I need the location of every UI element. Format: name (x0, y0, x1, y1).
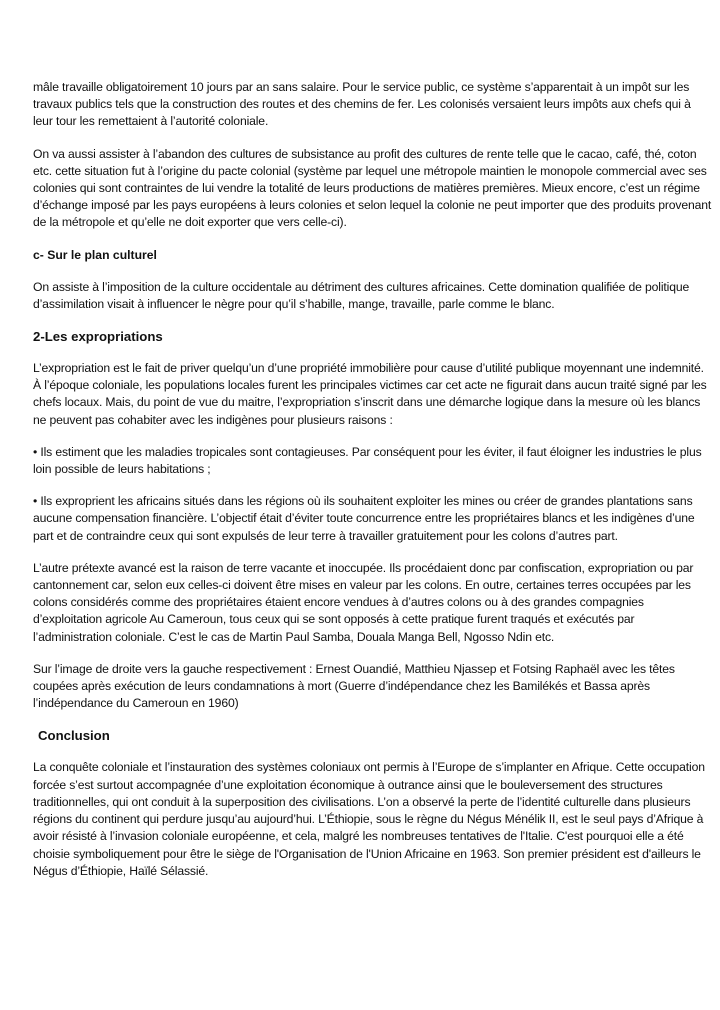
subheading-plan-culturel: c- Sur le plan culturel (33, 247, 157, 262)
heading-expropriations: 2-Les expropriations (33, 329, 163, 345)
paragraph-pacte-colonial: On va aussi assister à l’abandon des cultures de subsistance au profit des cultures de rente telle que le cacao, café, thé, coton etc. cette situation fut à l’origine du pacte colonial (système par lequel une métropole maintien le monopole commercial avec ses colonies qui sont contraintes de lui vendre la totalité de leurs productions de matières premières. Mieux encore, c’est un régime d’échange imposé par les pays européens à leurs colonies et selon lequel la colonie ne peut importer que des produits provenant de la métropole et qu’elle ne doit exporter que vers celle-ci). (33, 146, 712, 230)
paragraph-terre-vacante: L’autre prétexte avancé est la raison de terre vacante et inoccupée. Ils procédaient donc par confiscation, expropriation ou par cantonnement car, selon eux celles-ci doivent être mises en valeur par les colons. En outre, certaines terres occupées par les colons considérés comme des propriétaires étaient encore vendues à d’autres colons ou à des grandes compagnies d’exploitation agricole Au Cameroun, tous ceux qui se sont opposés à cette pratique furent traqués et exécutés par l’administration coloniale. C’est le cas de Martin Paul Samba, Douala Manga Bell, Ngosso Ndin etc. (33, 560, 694, 644)
bullet-exproprient: • Ils exproprient les africains situés dans les régions où ils souhaitent exploiter les mines ou créer de grandes plantations sans aucune compensation financière. L’objectif était d’éviter toute concurrence entre les propriétaires blancs et les indigènes d’une part et de contraindre ceux qui sont expulsés de leur terre à travailler gratuitement pour les colons d’autres part. (33, 494, 695, 543)
paragraph-conclusion: La conquête coloniale et l’instauration des systèmes coloniaux ont permis à l’Europe de s’implanter en Afrique. Cette occupation forcée s’est surtout accompagnée d’une exploitation économique à outrance ainsi que le bouleversement des structures traditionnelles, qui ont conduit à la superposition des civilisations. L’on a observé la perte de l’identité culturelle dans plusieurs régions du continent qui perdure jusqu’au aujourd’hui. L’Éthiopie, sous le règne du Négus Ménélik II, est le seul pays d’Afrique à avoir résisté à l’invasion coloniale européenne, et cela, malgré les nombreuses tentatives de l'Italie. C'est pourquoi elle a été choisie symboliquement pour être le siège de l'Organisation de l'Union Africaine en 1963. Son premier président est d'ailleurs le Négus d’Éthiopie, Haïlé Sélassié. (33, 760, 705, 878)
paragraph-image-caption: Sur l’image de droite vers la gauche respectivement : Ernest Ouandié, Matthieu Njassep et Fotsing Raphaël avec les têtes coupées après exécution de leurs condamnations à mort (Guerre d’indépendance chez les Bamilékés et Bassa après l’indépendance du Cameroun en 1960) (33, 661, 675, 711)
paragraph-travaux-forces: mâle travaille obligatoirement 10 jours par an sans salaire. Pour le service public, ce système s’apparentait à un impôt sur les travaux publics tels que la construction des routes et des chemins de fer. Les colonisés versaient leurs impôts aux chefs qui à leur tour les remettaient à l’autorité coloniale. (33, 80, 691, 129)
paragraph-expropriation-definition: L’expropriation est le fait de priver quelqu’un d’une propriété immobilière pour cause d’utilité publique moyennant une indemnité. À l’époque coloniale, les populations locales furent les principales victimes car cet acte ne figurait dans aucun traité signé par les chefs locaux. Mais, du point de vue du maitre, l’expropriation s’inscrit dans une démarche logique dans la mesure où les blancs ne peuvent pas cohabiter avec les indigènes pour plusieurs raisons : (33, 361, 707, 427)
heading-conclusion: Conclusion (38, 728, 110, 744)
paragraph-assimilation: On assiste à l’imposition de la culture occidentale au détriment des cultures africaines. Cette domination qualifiée de politique d’assimilation visait à influencer le nègre pour qu’il s’habille, mange, travaille, parle comme le blanc. (33, 279, 690, 311)
bullet-maladies: • Ils estiment que les maladies tropicales sont contagieuses. Par conséquent pour les éviter, il faut éloigner les industries le plus loin possible de leurs habitations ; (33, 444, 702, 477)
